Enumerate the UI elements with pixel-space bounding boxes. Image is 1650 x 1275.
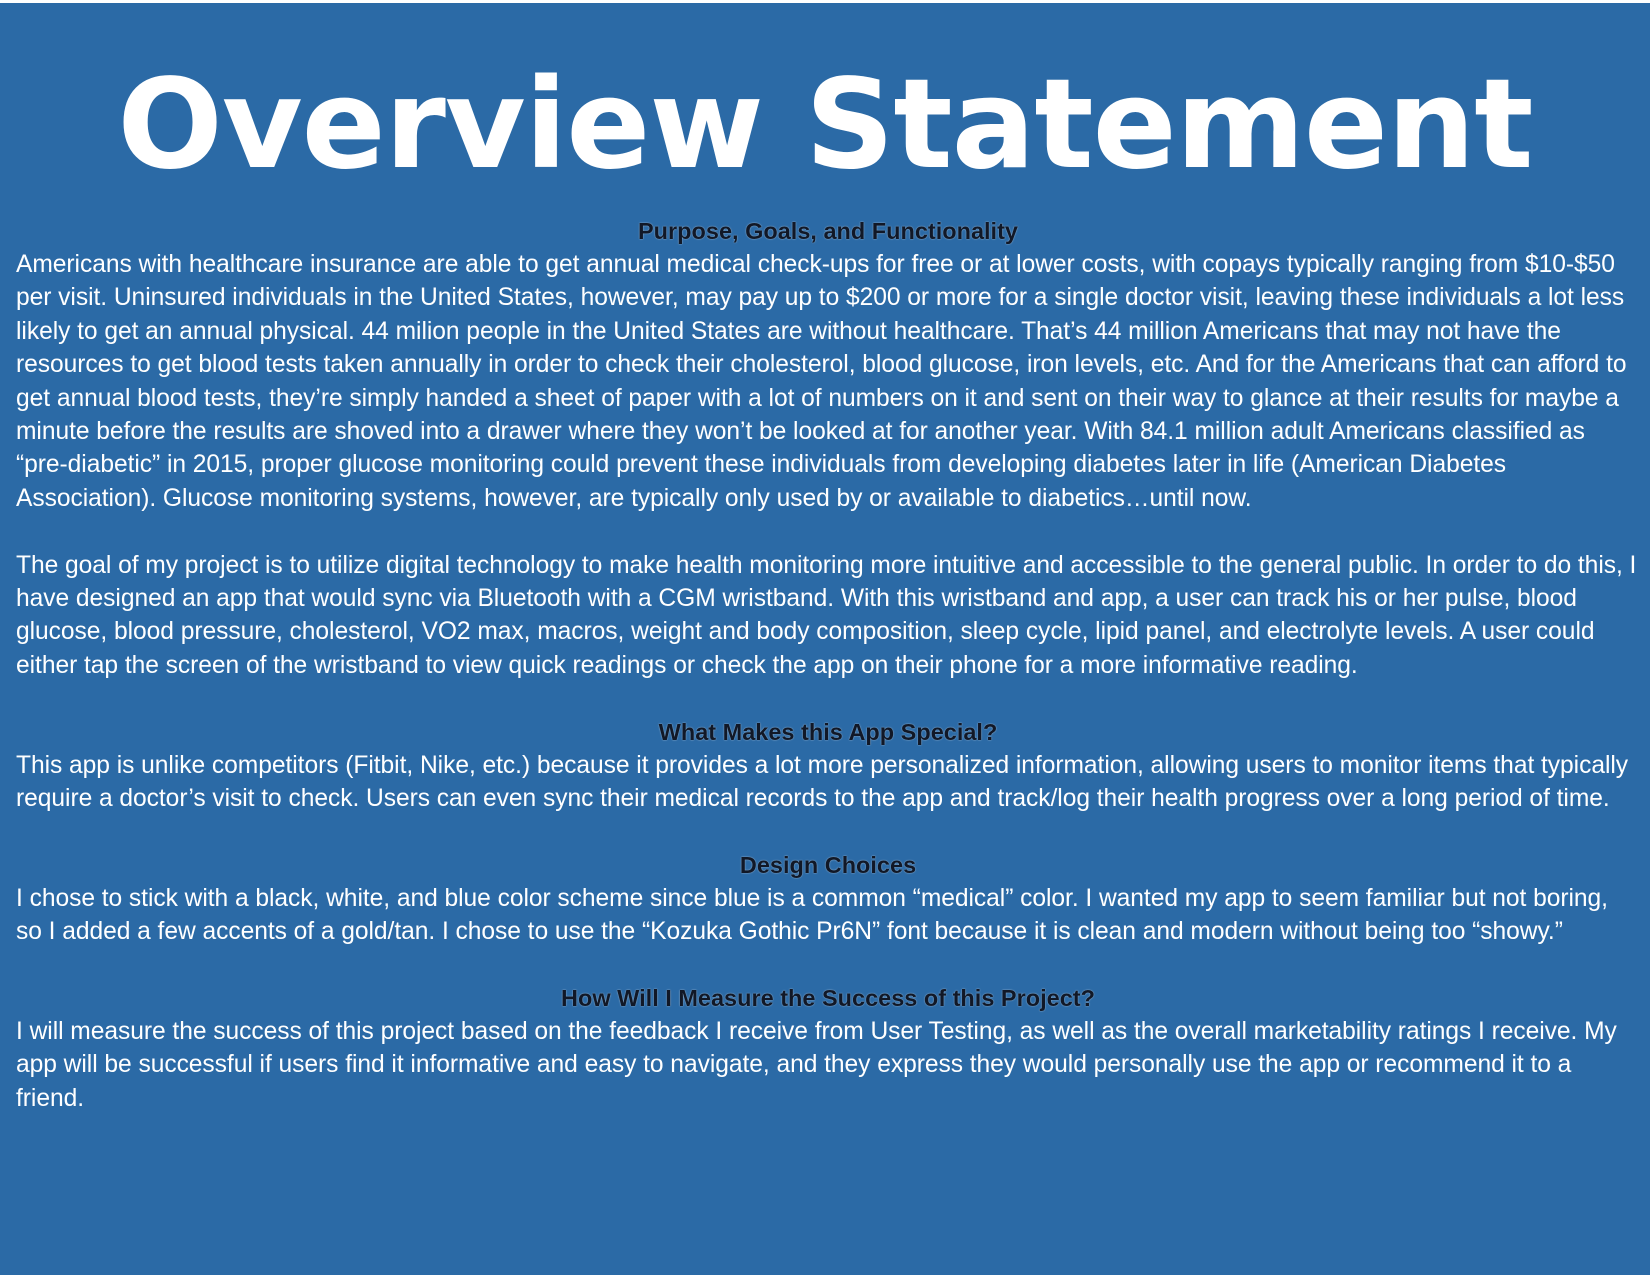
design-paragraph: I chose to stick with a black, white, and blue color scheme since blue is a common “medical” color. I wanted my app to seem familiar but not boring, so I added a few accents of a gold/tan. I chose to use the “Kozuka Gothic Pr6N” font because it is clean and modern without being too “showy.” (16, 884, 1608, 946)
section-heading-purpose: Purpose, Goals, and Functionality (638, 218, 1018, 244)
section-heading-success: How Will I Measure the Success of this Project? (561, 985, 1095, 1012)
special-paragraph: This app is unlike competitors (Fitbit, Nike, etc.) because it provides a lot more personalized information, allowing users to monitor items that typically require a doctor’s visit to check. Users can even sync their medical records to the app and track/log their health progress over a long period of time. (16, 751, 1629, 813)
spacer (16, 515, 1640, 548)
spacer (16, 949, 1640, 982)
page-title: Overview Statement (117, 53, 1533, 197)
purpose-paragraph-2: The goal of my project is to utilize digital technology to make health monitoring more intuitive and accessible to the general public. In order to do this, I have designed an app that would sync via Bluetooth with a CGM wristband. With this wristband and app, a user can track his or her pulse, blood glucose, blood pressure, cholesterol, VO2 max, macros, weight and body composition, sleep cycle, lipid panel, and electrolyte levels. A user could either tap the screen of the wristband to view quick readings or check the app on their phone for a more informative reading. (16, 551, 1637, 679)
success-paragraph: I will measure the success of this project based on the feedback I receive from User Testing, as well as the overall marketability ratings I receive. My app will be successful if users find it informative and easy to navigate, and they express they would personally use the app or recommend it to a friend. (16, 1018, 1617, 1112)
purpose-paragraph-1: Americans with healthcare insurance are able to get annual medical check-ups for free or at lower costs, with copays typically ranging from $10-$50 per visit. Uninsured individuals in the United States, however, may pay up to $200 or more for a single doctor visit, leaving these individuals a lot less likely to get an annual physical. 44 milion people in the United States are without healthcare. That’s 44 million Americans that may not have the resources to get blood tests taken annually in order to check their cholesterol, blood glucose, iron levels, etc. And for the Americans that can afford to get annual blood tests, they’re simply handed a sheet of paper with a lot of numbers on it and sent on their way to glance at their results for maybe a minute before the results are shoved into a drawer where they won’t be looked at for another year. With 84.1 million adult Americans classified as “pre-diabetic” in 2015, proper glucose monitoring could prevent these individuals from developing diabetes later in life (American Diabetes Association). Glucose monitoring systems, however, are typically only used by or available to diabetics…until now. (16, 251, 1627, 512)
section-heading-design: Design Choices (739, 851, 917, 878)
spacer (16, 815, 1640, 848)
content-body (16, 215, 1640, 1115)
section-heading-special: What Makes this App Special? (658, 718, 998, 745)
spacer (16, 682, 1640, 715)
